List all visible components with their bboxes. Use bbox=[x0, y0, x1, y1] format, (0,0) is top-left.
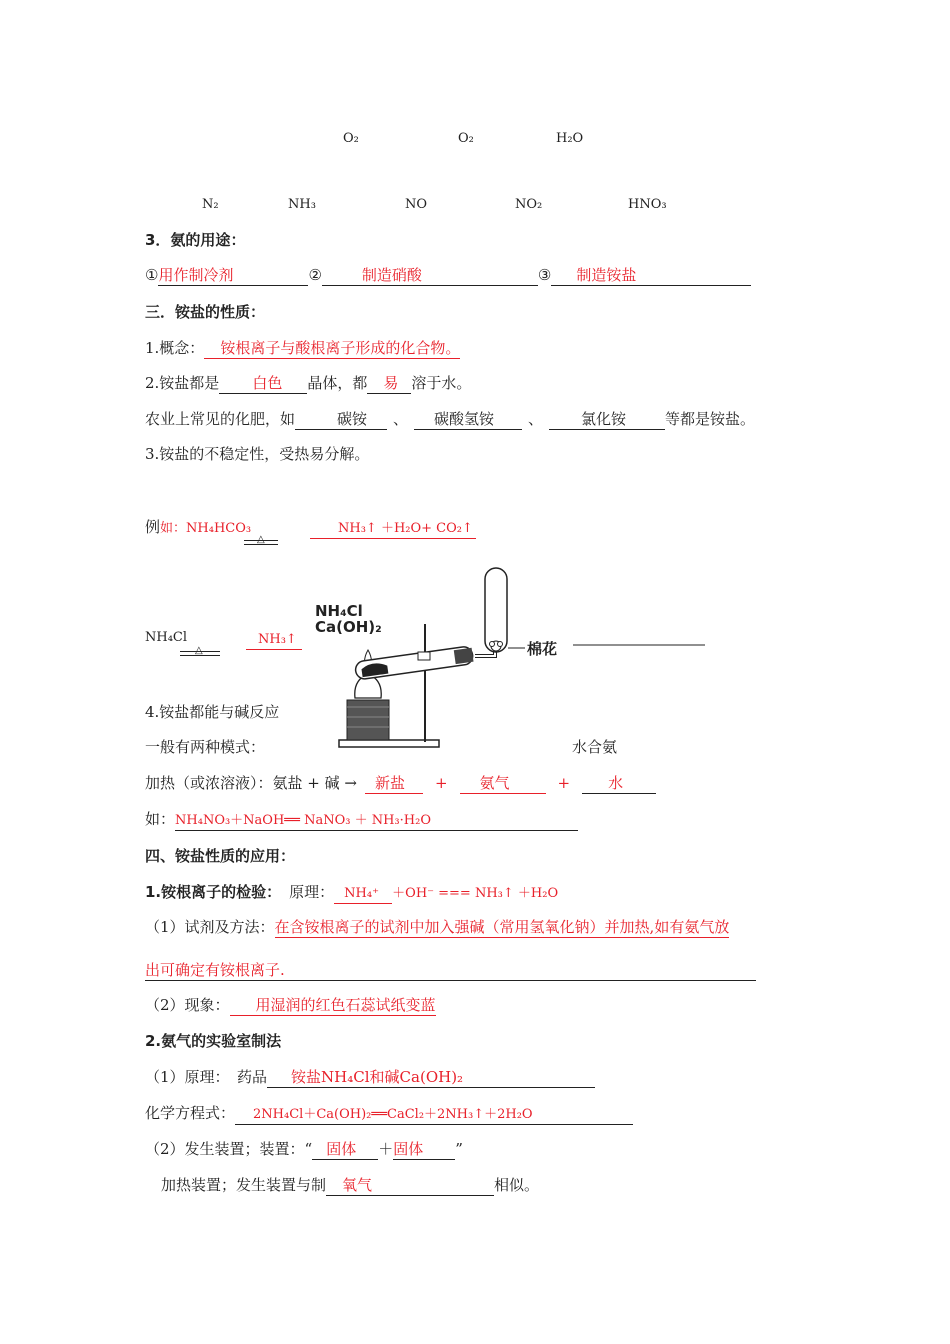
heating-device-line bbox=[161, 1175, 539, 1196]
right-quote: ” bbox=[455, 1140, 463, 1158]
answer-fert-1: 碳铵 bbox=[337, 410, 368, 428]
principle-label: 原理： bbox=[289, 883, 335, 901]
section-3-heading: 3．氨的用途： bbox=[145, 231, 246, 249]
answer-use-2: 制造硝酸 bbox=[361, 266, 422, 284]
plus-1: + bbox=[434, 774, 448, 792]
chain-hno3: HNO₃ bbox=[628, 197, 667, 212]
blank-fert-2 bbox=[414, 410, 522, 430]
lab-prep-heading: 2.氨气的实验室制法 bbox=[145, 1032, 282, 1050]
answer-solid-2: 固体 bbox=[393, 1140, 424, 1158]
concept-blank bbox=[204, 339, 460, 359]
reaction-with-base-text: 4.铵盐都能与碱反应 bbox=[145, 703, 280, 721]
ammonia-apparatus-figure bbox=[315, 562, 715, 754]
equation-blank bbox=[235, 1104, 633, 1125]
left-quote: “ bbox=[304, 1140, 313, 1158]
chain-no2: NO₂ bbox=[515, 197, 543, 212]
chain-o2-b: O₂ bbox=[458, 131, 474, 146]
answer-new-salt: 新盐 bbox=[374, 774, 405, 792]
instability-text: 3.铵盐的不稳定性，受热易分解。 bbox=[145, 445, 370, 463]
example-base-blank bbox=[175, 810, 578, 831]
chain-nh3: NH₃ bbox=[288, 197, 316, 212]
answer-use-3: 制造铵盐 bbox=[576, 266, 637, 284]
blank-new-salt bbox=[365, 774, 423, 794]
chain-no: NO bbox=[405, 197, 428, 212]
burner-block bbox=[347, 700, 389, 740]
tube-stopper bbox=[454, 648, 474, 664]
fertilizer-line bbox=[145, 409, 755, 430]
answer-solid-1: 固体 bbox=[326, 1140, 357, 1158]
section-application-heading: 四、铵盐性质的应用： bbox=[145, 847, 296, 865]
example-2-reactant: NH₄Cl bbox=[145, 630, 188, 645]
concept-answer: 铵根离子与酸根离子形成的化合物。 bbox=[220, 339, 461, 357]
figure-label-nh4cl: NH₄Cl bbox=[315, 602, 363, 620]
answer-ammonia: 氨气 bbox=[479, 774, 510, 792]
blank-ammonia bbox=[460, 774, 546, 794]
heating-device-post: 相似。 bbox=[494, 1176, 540, 1194]
fertilizer-post: 等都是铵盐。 bbox=[665, 410, 756, 428]
reagent-method-answer-1: 在含铵根离子的试剂中加入强碱（常用氢氧化钠）并加热,如有氨气放 bbox=[274, 918, 730, 936]
principle-drugs-answer: 铵盐NH₄Cl和碱Ca(OH)₂ bbox=[291, 1068, 464, 1086]
heat-symbol-1: △ bbox=[257, 534, 265, 545]
principle-drugs-label: （1）原理： 药品 bbox=[145, 1068, 268, 1086]
chain-o2-a: O₂ bbox=[343, 131, 359, 146]
reagent-method-label: （1）试剂及方法： bbox=[145, 918, 275, 936]
concept-line bbox=[145, 338, 460, 359]
answer-color: 白色 bbox=[252, 374, 283, 392]
blank-use-1 bbox=[158, 266, 308, 286]
heating-mode-line bbox=[145, 773, 656, 794]
principle-drugs-line bbox=[145, 1067, 595, 1088]
reagent-method-line bbox=[145, 917, 729, 938]
concept-label: 1.概念： bbox=[145, 339, 205, 357]
blank-fert-3 bbox=[549, 410, 665, 430]
property-post: 溶于水。 bbox=[411, 374, 472, 392]
example-2-product: NH₃↑ bbox=[258, 632, 297, 647]
two-modes-text: 一般有两种模式： bbox=[145, 738, 266, 756]
example-1-reactant: 如：NH₄HCO₃ bbox=[160, 521, 252, 536]
device-line bbox=[145, 1139, 463, 1160]
reagent-method-blank bbox=[275, 918, 730, 938]
sep-2: 、 bbox=[528, 410, 544, 428]
plus-2: + bbox=[557, 774, 571, 792]
principle-answer-1: NH₄⁺ bbox=[344, 886, 379, 901]
ammonium-test-line bbox=[145, 882, 558, 904]
example-base-equation: NH₄NO₃＋NaOH══ NaNO₃ ＋ NH₃·H₂O bbox=[175, 813, 431, 828]
answer-oxygen: 氧气 bbox=[342, 1176, 373, 1194]
principle-answer-2: ＋OH⁻ === NH₃↑ ＋H₂O bbox=[392, 886, 559, 901]
ammonia-hydrate-text: 水合氨 bbox=[572, 738, 618, 756]
example-1-products-wrap bbox=[310, 517, 476, 539]
reagent-method-answer-2: 出可确定有铵根离子. bbox=[145, 961, 285, 979]
blank-water bbox=[582, 774, 656, 794]
example-1-blank bbox=[310, 518, 476, 539]
principle-drugs-blank bbox=[267, 1068, 595, 1088]
collection-tube bbox=[485, 568, 507, 652]
phenomenon-blank bbox=[230, 996, 436, 1016]
example-1 bbox=[145, 517, 251, 539]
circle-3: ③ bbox=[537, 266, 552, 284]
answer-solubility: 易 bbox=[383, 374, 399, 392]
example-pre: 例 bbox=[145, 518, 161, 536]
section-ammonium-heading: 三．铵盐的性质： bbox=[145, 303, 266, 321]
blank-solid-1 bbox=[312, 1140, 378, 1160]
example-base-pre: 如： bbox=[145, 810, 176, 828]
blank-solubility bbox=[367, 374, 411, 394]
principle-blank-1 bbox=[334, 883, 392, 904]
phenomenon-label: （2）现象： bbox=[145, 996, 230, 1014]
phenomenon-answer: 用湿润的红色石蕊试纸变蓝 bbox=[255, 996, 436, 1014]
reagent-method-line-2 bbox=[145, 960, 756, 981]
blank-use-2 bbox=[322, 266, 538, 286]
clamp bbox=[418, 652, 430, 660]
heat-symbol-2: △ bbox=[195, 645, 203, 656]
blank-use-3 bbox=[551, 266, 751, 286]
reagent-method-blank-2 bbox=[145, 961, 756, 981]
ammonium-test-heading: 1.铵根离子的检验： bbox=[145, 883, 282, 901]
uses-line bbox=[145, 265, 751, 286]
sep-1: 、 bbox=[393, 410, 409, 428]
answer-water: 水 bbox=[608, 774, 624, 792]
answer-use-1: 用作制冷剂 bbox=[158, 266, 234, 284]
blank-oxygen bbox=[326, 1176, 494, 1196]
example-1-products: NH₃↑ ＋H₂O+ CO₂↑ bbox=[338, 521, 473, 536]
fertilizer-pre: 农业上常见的化肥，如 bbox=[145, 410, 296, 428]
phenomenon-line bbox=[145, 995, 436, 1016]
example-2-product-wrap bbox=[246, 628, 302, 650]
blank-solid-2 bbox=[393, 1140, 455, 1160]
plus-solid: ＋ bbox=[378, 1140, 394, 1158]
circle-2: ② bbox=[308, 266, 322, 284]
equation-label: 化学方程式： bbox=[145, 1104, 236, 1122]
example-2-blank bbox=[246, 629, 302, 650]
answer-fert-2: 碳酸氢铵 bbox=[434, 410, 495, 428]
equation-answer: 2NH₄Cl＋Ca(OH)₂══CaCl₂＋2NH₃↑＋2H₂O bbox=[253, 1107, 533, 1122]
property-pre: 2.铵盐都是 bbox=[145, 374, 220, 392]
answer-fert-3: 氯化铵 bbox=[581, 410, 627, 428]
blank-color bbox=[219, 374, 307, 394]
figure-label-caoh2: Ca(OH)₂ bbox=[315, 618, 382, 636]
heating-mode-pre: 加热（或浓溶液）：氨盐 + 碱 → bbox=[145, 774, 357, 792]
example-base-line bbox=[145, 809, 578, 831]
chain-n2: N₂ bbox=[202, 197, 219, 212]
figure-label-cotton: 棉花 bbox=[527, 640, 558, 658]
chain-h2o: H₂O bbox=[556, 131, 584, 146]
circle-1: ① bbox=[145, 266, 159, 284]
device-label: （2）发生装置；装置： bbox=[145, 1140, 305, 1158]
blank-fert-1 bbox=[295, 410, 387, 430]
property-line bbox=[145, 373, 471, 394]
heating-device-label: 加热装置；发生装置与制 bbox=[161, 1176, 327, 1194]
equation-line bbox=[145, 1103, 633, 1125]
property-mid: 晶体，都 bbox=[307, 374, 368, 392]
